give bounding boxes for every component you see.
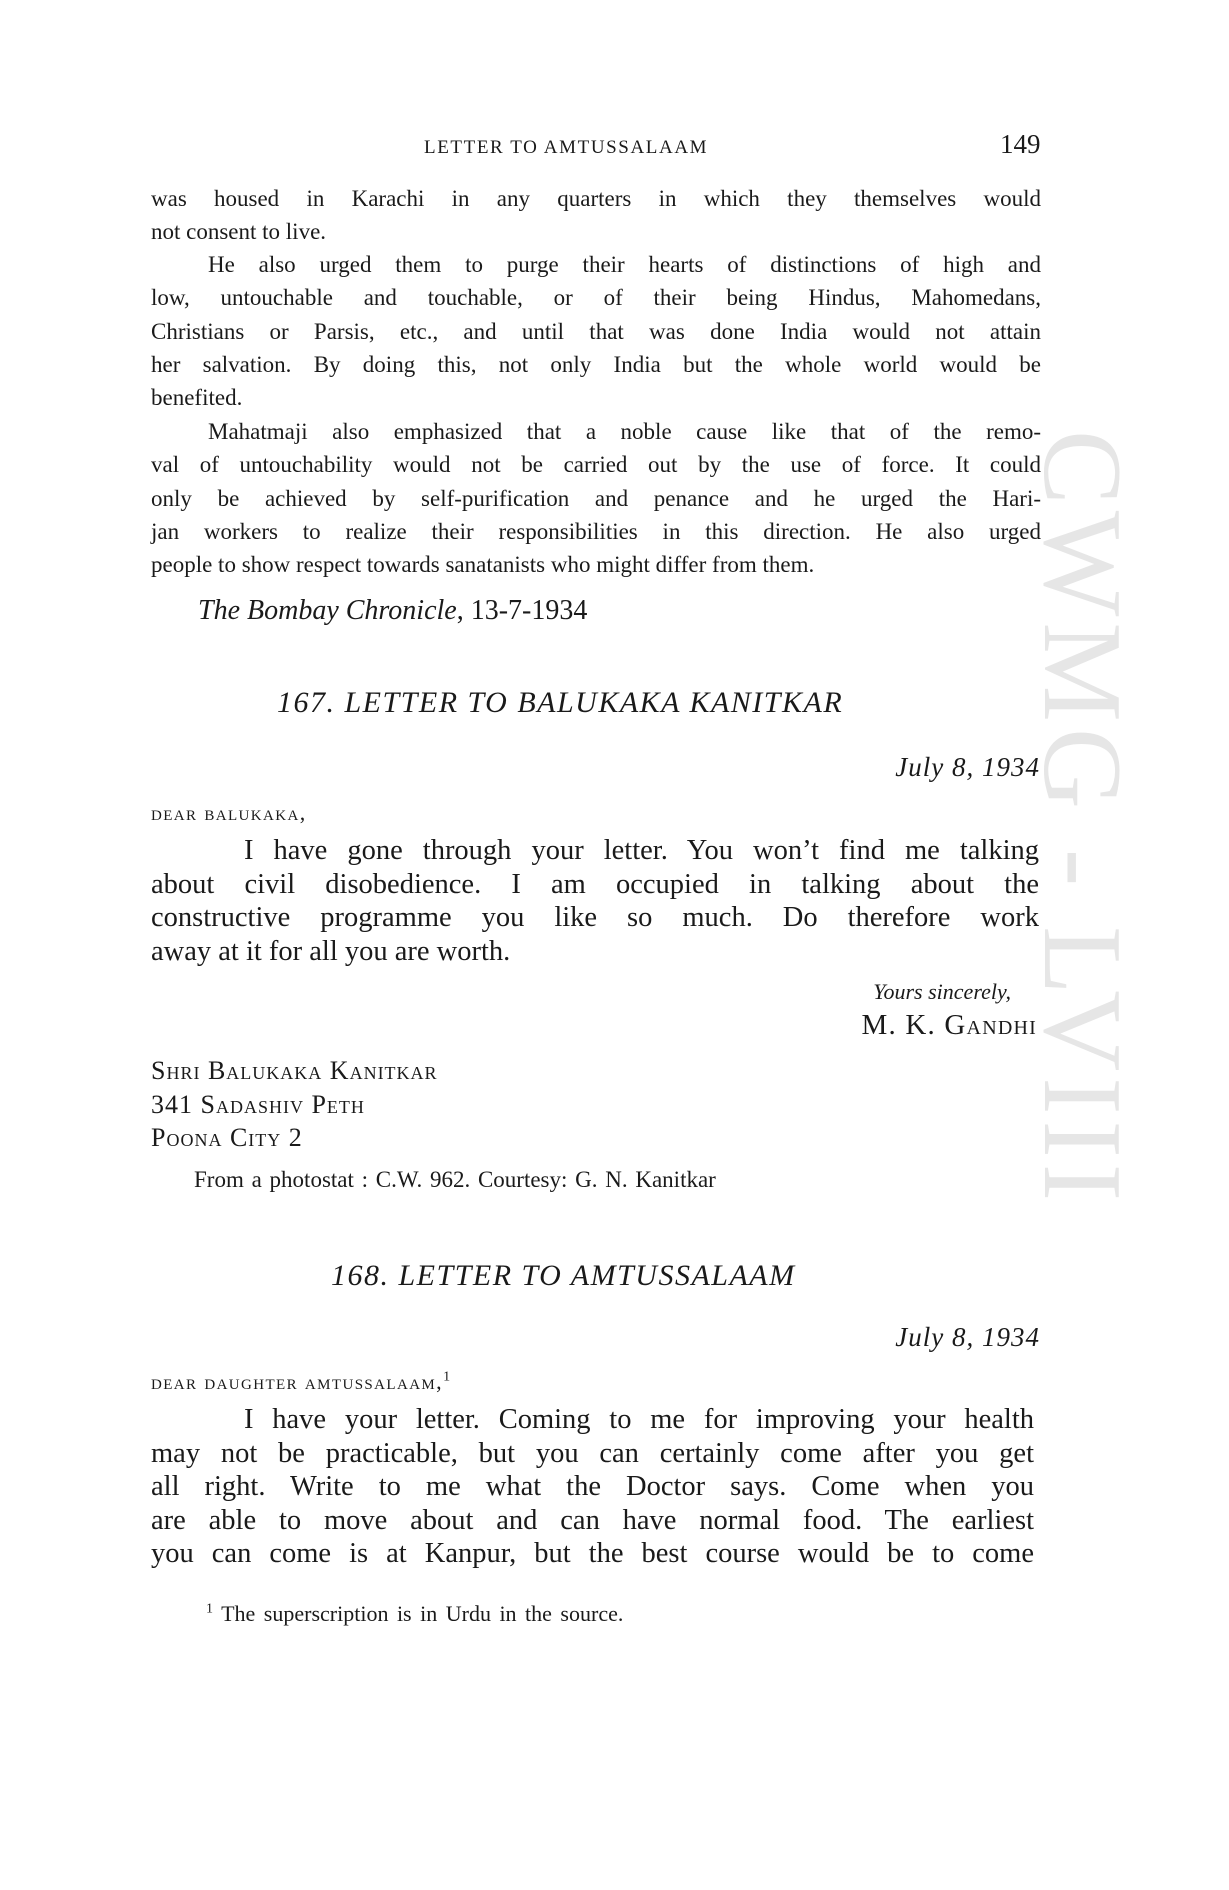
running-title: LETTER TO AMTUSSALAAM bbox=[424, 137, 709, 158]
letter-167-closing: Yours sincerely, bbox=[873, 979, 1011, 1004]
text-line: may not be practicable, but you can certainly come after you get bbox=[151, 1437, 1034, 1469]
text-line: constructive programme you like so much. Do therefore work bbox=[151, 902, 1039, 934]
text-line: I have your letter. Coming to me for improving your health bbox=[244, 1404, 1034, 1435]
continuation-text bbox=[151, 182, 1041, 249]
watermark: CWMG - LVIII bbox=[1020, 430, 1144, 1208]
letter-167-body bbox=[151, 834, 1039, 968]
letter-167-salutation: dear balukaka, bbox=[151, 800, 307, 825]
letter-168-date: July 8, 1934 bbox=[895, 1322, 1040, 1352]
text-line: benefited. bbox=[151, 385, 243, 411]
address-line: Shri Balukaka Kanitkar bbox=[151, 1056, 438, 1085]
text-line: not consent to live. bbox=[151, 219, 327, 245]
text-line: people to show respect towards sanatanists who might differ from them. bbox=[151, 552, 815, 578]
address-line: 341 Sadashiv Peth bbox=[151, 1089, 365, 1119]
text-line: I have gone through your letter. You won’t find me talking bbox=[244, 835, 1039, 866]
text-line: all right. Write to me what the Doctor says. Come when you bbox=[151, 1471, 1034, 1503]
letter-167-heading: 167. LETTER TO BALUKAKA KANITKAR bbox=[277, 686, 844, 719]
text-line: Mahatmaji also emphasized that a noble cause like that of the remo- bbox=[208, 419, 1041, 444]
text-line: jan workers to realize their responsibilities in this direction. He also urged bbox=[151, 518, 1041, 544]
paragraph-3 bbox=[151, 415, 1041, 581]
source-title: The Bombay Chronicle bbox=[198, 595, 457, 626]
source-citation bbox=[198, 595, 587, 627]
text-line: away at it for all you are worth. bbox=[151, 935, 511, 967]
text-line: He also urged them to purge their hearts of distinctions of high and bbox=[208, 252, 1041, 277]
text-line: only be achieved by self-purification and penance and he urged the Hari- bbox=[151, 485, 1041, 511]
footnote bbox=[206, 1601, 623, 1627]
source-date: , 13-7-1934 bbox=[456, 595, 588, 626]
text-line: you can come is at Kanpur, but the best course would be to come bbox=[151, 1538, 1034, 1570]
letter-168-salutation bbox=[151, 1369, 451, 1395]
text-line: her salvation. By doing this, not only India but the whole world would be bbox=[151, 351, 1041, 377]
letter-167-date: July 8, 1934 bbox=[895, 752, 1040, 782]
letter-168-heading: 168. LETTER TO AMTUSSALAAM bbox=[331, 1259, 796, 1292]
letter-167-address bbox=[151, 1054, 438, 1155]
footnote-ref: 1 bbox=[443, 1369, 452, 1385]
text-line: about civil disobedience. I am occupied in talking about the bbox=[151, 868, 1039, 900]
text-line: low, untouchable and touchable, or of their being Hindus, Mahomedans, bbox=[151, 285, 1041, 311]
letter-167-source: From a photostat : C.W. 962. Courtesy: G. N. Kanitkar bbox=[194, 1167, 716, 1192]
footnote-text: The superscription is in Urdu in the source. bbox=[213, 1601, 624, 1626]
text-line: val of untouchability would not be carried out by the use of force. It could bbox=[151, 452, 1041, 478]
text-line: was housed in Karachi in any quarters in which they themselves would bbox=[151, 186, 1041, 211]
address-line: Poona City 2 bbox=[151, 1123, 303, 1152]
page-number: 149 bbox=[1000, 129, 1041, 159]
text-line: Christians or Parsis, etc., and until that was done India would not attain bbox=[151, 318, 1041, 344]
letter-167-signature: M. K. Gandhi bbox=[861, 1009, 1037, 1041]
salutation-text: dear daughter amtussalaam, bbox=[151, 1369, 444, 1394]
text-line: are able to move about and can have normal food. The earliest bbox=[151, 1504, 1034, 1536]
paragraph-2 bbox=[151, 248, 1041, 414]
footnote-marker: 1 bbox=[206, 1601, 213, 1617]
letter-168-body bbox=[151, 1403, 1034, 1571]
